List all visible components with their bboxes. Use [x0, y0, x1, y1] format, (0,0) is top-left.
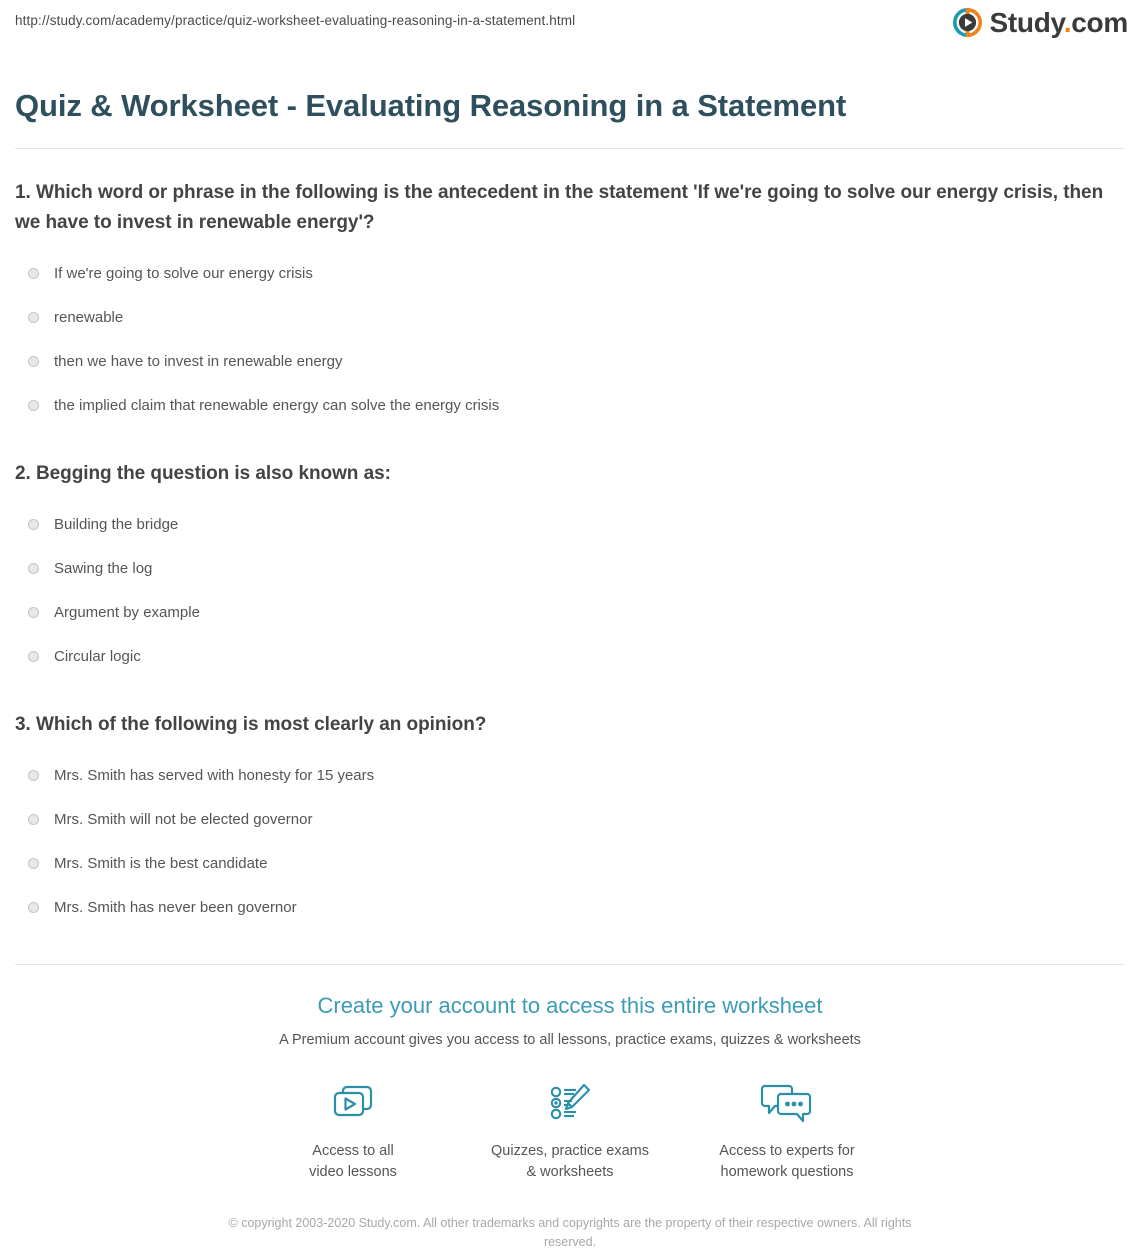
question-block	[15, 178, 1125, 428]
option-label: renewable	[54, 308, 124, 326]
logo-dot: .	[1063, 7, 1072, 38]
page-title: Quiz & Worksheet - Evaluating Reasoning in a Statement	[15, 87, 847, 123]
option-label: If we're going to solve our energy crisis	[54, 264, 313, 282]
question-text: 2. Begging the question is also known as:	[15, 462, 391, 484]
logo-wordmark	[989, 8, 1128, 37]
option-row[interactable]	[15, 798, 1125, 842]
question-text: 3. Which of the following is most clearly an opinion?	[15, 713, 487, 735]
option-label: Sawing the log	[54, 559, 153, 577]
radio-button-icon[interactable]	[28, 607, 39, 618]
option-label: Mrs. Smith has never been governor	[54, 898, 297, 916]
feature-label-line2: homework questions	[720, 1163, 854, 1180]
option-label: Building the bridge	[54, 515, 179, 533]
option-row[interactable]	[15, 635, 1125, 679]
feature-experts	[679, 1079, 896, 1183]
options-list	[15, 754, 1125, 930]
feature-label-line2: video lessons	[309, 1163, 397, 1180]
feature-label	[245, 1141, 462, 1183]
option-row[interactable]	[15, 503, 1125, 547]
page-header	[0, 0, 1140, 56]
option-label: Mrs. Smith will not be elected governor	[54, 810, 313, 828]
options-list	[15, 252, 1125, 428]
feature-label-line1: Access to experts for	[719, 1142, 855, 1159]
option-label: Mrs. Smith has served with honesty for 15 years	[54, 766, 375, 784]
option-row[interactable]	[15, 547, 1125, 591]
radio-button-icon[interactable]	[28, 400, 39, 411]
radio-button-icon[interactable]	[28, 563, 39, 574]
logo-text-tld: com	[1071, 7, 1128, 38]
feature-quizzes	[462, 1079, 679, 1183]
feature-label-line1: Access to all	[312, 1142, 394, 1159]
radio-button-icon[interactable]	[28, 356, 39, 367]
option-label: Circular logic	[54, 647, 141, 665]
option-row[interactable]	[15, 591, 1125, 635]
question-block	[15, 459, 1125, 679]
radio-button-icon[interactable]	[28, 814, 39, 825]
radio-button-icon[interactable]	[28, 858, 39, 869]
logo-text-main: Study	[989, 7, 1064, 38]
options-list	[15, 503, 1125, 679]
create-account-cta	[0, 965, 1140, 1183]
option-row[interactable]	[15, 754, 1125, 798]
option-label: Argument by example	[54, 603, 200, 621]
question-text: 1. Which word or phrase in the following is the antecedent in the statement 'If we're going to solve our energy crisis, then we have to invest in renewable energy'?	[15, 181, 1104, 233]
cta-features	[0, 1079, 1140, 1183]
feature-video-lessons	[245, 1079, 462, 1183]
radio-button-icon[interactable]	[28, 519, 39, 530]
feature-label-line1: Quizzes, practice exams	[491, 1142, 649, 1159]
question-block	[15, 710, 1125, 930]
questions-list	[0, 178, 1140, 930]
option-row[interactable]	[15, 384, 1125, 428]
feature-label	[679, 1141, 896, 1183]
page-url: http://study.com/academy/practice/quiz-worksheet-evaluating-reasoning-in-a-statement.html	[15, 13, 576, 28]
option-label: the implied claim that renewable energy can solve the energy crisis	[54, 396, 500, 414]
chat-bubbles-icon	[679, 1079, 896, 1131]
feature-label	[462, 1141, 679, 1183]
copyright-notice: © copyright 2003-2020 Study.com. All other trademarks and copyrights are the property of their respective owners. All rights reserved.	[228, 1215, 912, 1249]
cta-title[interactable]: Create your account to access this entire worksheet	[317, 992, 823, 1018]
radio-button-icon[interactable]	[28, 770, 39, 781]
option-row[interactable]	[15, 842, 1125, 886]
radio-button-icon[interactable]	[28, 312, 39, 323]
radio-button-icon[interactable]	[28, 902, 39, 913]
option-row[interactable]	[15, 252, 1125, 296]
cta-subtitle: A Premium account gives you access to all lessons, practice exams, quizzes & worksheets	[279, 1031, 861, 1048]
quiz-pencil-icon	[462, 1079, 679, 1131]
option-row[interactable]	[15, 340, 1125, 384]
radio-button-icon[interactable]	[28, 651, 39, 662]
option-label: then we have to invest in renewable energy	[54, 352, 343, 370]
play-circle-icon	[953, 8, 982, 37]
feature-label-line2: & worksheets	[526, 1163, 614, 1180]
option-label: Mrs. Smith is the best candidate	[54, 854, 268, 872]
radio-button-icon[interactable]	[28, 268, 39, 279]
option-row[interactable]	[15, 886, 1125, 930]
option-row[interactable]	[15, 296, 1125, 340]
title-divider	[15, 148, 1125, 149]
study-com-logo[interactable]	[953, 8, 1128, 37]
video-lessons-icon	[245, 1079, 462, 1131]
